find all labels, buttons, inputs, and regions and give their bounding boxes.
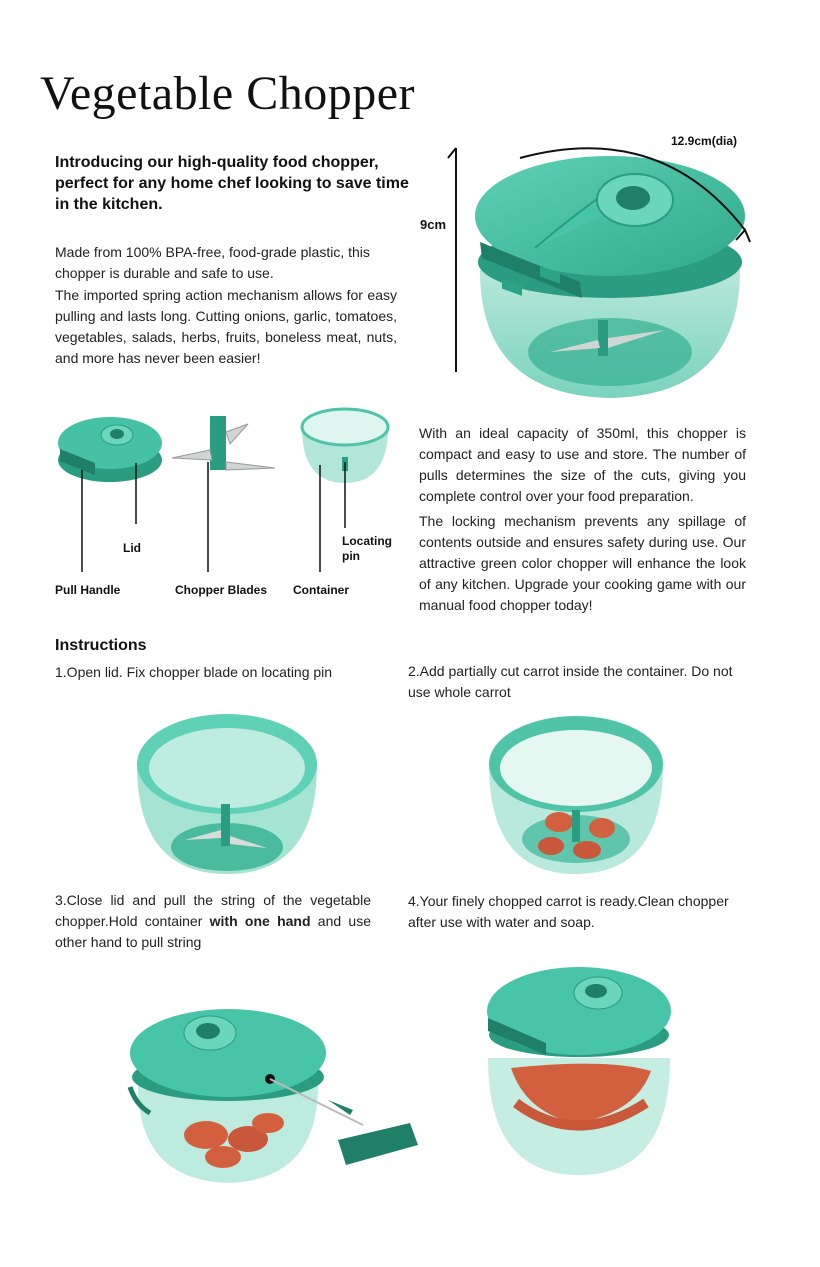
- locating-pin-label-line1: Locating: [342, 534, 392, 548]
- step-4-text: 4.Your finely chopped carrot is ready.Clean chopper after use with water and soap.: [408, 893, 729, 930]
- capacity-paragraph: With an ideal capacity of 350ml, this chopper is compact and easy to use and store. The number of pulls determines the size of the cuts, giving you complete control over your food preparation.: [419, 425, 746, 504]
- container-label: Container: [293, 583, 350, 597]
- intro-text: Introducing our high-quality food chopper, perfect for any home chef looking to save time in the kitchen.: [55, 154, 409, 213]
- step-3-illustration: [128, 1005, 420, 1190]
- step-4-illustration: [486, 963, 672, 1178]
- material-paragraph: Made from 100% BPA-free, food-grade plastic, this chopper is durable and safe to use.: [55, 244, 370, 281]
- locating-pin-label-line2: pin: [342, 549, 360, 563]
- step-3-text-start: 3.Close lid and pull the string of the vegetable chopper.Hold container: [55, 892, 371, 929]
- locating-pin-label: [342, 534, 392, 564]
- step-2-illustration: [487, 714, 665, 876]
- step-1-illustration: [135, 712, 320, 877]
- step-3-text: [55, 890, 371, 953]
- step-2-text: 2.Add partially cut carrot inside the container. Do not use whole carrot: [408, 663, 733, 700]
- mechanism-paragraph: The imported spring action mechanism allows for easy pulling and lasts long. Cutting onions, garlic, tomatoes, vegetables, salads, herbs, fruits, boneless meat, nuts, and more has never been easier!: [55, 287, 397, 366]
- chopper-blades-label: Chopper Blades: [175, 583, 268, 597]
- locking-paragraph: The locking mechanism prevents any spillage of contents outside and ensures safety during use. Our attractive green color chopper will enhance the look of any kitchen. Upgrade your cooking game with our manual food chopper today!: [419, 513, 746, 613]
- lid-label: Lid: [123, 541, 141, 555]
- diameter-label: 12.9cm(dia): [671, 134, 738, 148]
- step-3-text-end: and use other hand to pull string: [55, 913, 371, 950]
- step-1-text: 1.Open lid. Fix chopper blade on locating pin: [55, 664, 333, 680]
- step-3-emphasis: with one hand: [209, 913, 311, 929]
- instructions-heading: Instructions: [55, 637, 147, 654]
- height-label: 9cm: [420, 217, 447, 232]
- pull-handle-label: Pull Handle: [55, 583, 121, 597]
- page-title: Vegetable Chopper: [40, 67, 416, 120]
